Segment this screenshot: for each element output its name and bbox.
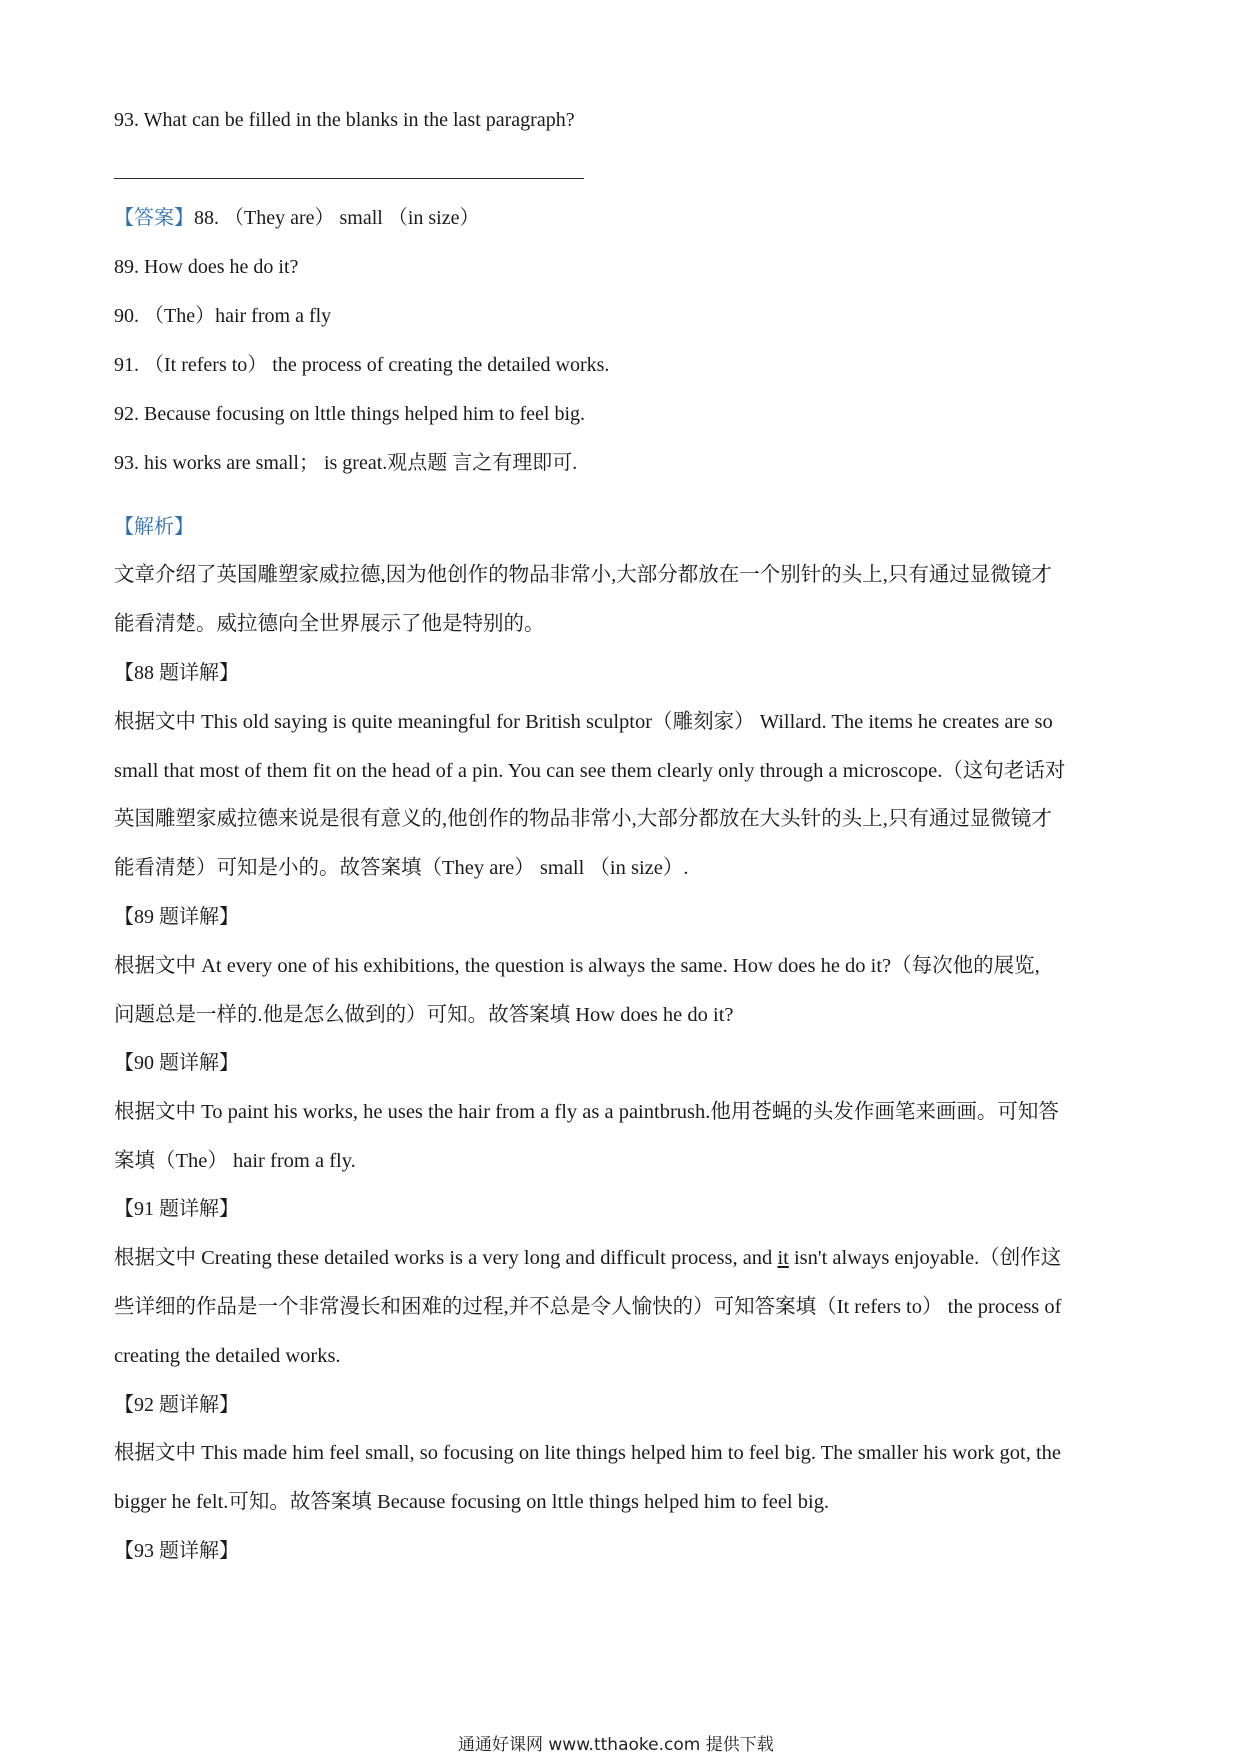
- answer-label: 【答案】: [114, 207, 194, 229]
- answer-93: 93. his works are small； is great.观点题 言之有理即可.: [114, 452, 578, 474]
- q88-line-1: 根据文中 This old saying is quite meaningful for British sculptor（雕刻家） Willard. The items he creates are so: [114, 711, 1053, 733]
- q88-line-3: 英国雕塑家威拉德来说是很有意义的,他创作的物品非常小,大部分都放在大头针的头上,只有通过显微镜才: [114, 808, 1052, 830]
- analysis-label: 【解析】: [114, 516, 194, 538]
- q89-line-2: 问题总是一样的.他是怎么做到的）可知。故答案填 How does he do it?: [114, 1004, 734, 1026]
- q91-line-3: creating the detailed works.: [114, 1345, 341, 1367]
- summary-line-1: 文章介绍了英国雕塑家威拉德,因为他创作的物品非常小,大部分都放在一个别针的头上,只有通过显微镜才: [114, 564, 1052, 586]
- q92-line-2: bigger he felt.可知。故答案填 Because focusing on lttle things helped him to feel big.: [114, 1491, 830, 1513]
- q90-line-1: 根据文中 To paint his works, he uses the hair from a fly as a paintbrush.他用苍蝇的头发作画笔来画画。可知答: [114, 1101, 1059, 1123]
- answer-89: 89. How does he do it?: [114, 256, 299, 278]
- q92-heading: 【92 题详解】: [114, 1394, 239, 1416]
- q89-heading: 【89 题详解】: [114, 906, 239, 928]
- q91-heading: 【91 题详解】: [114, 1198, 239, 1220]
- q90-line-2: 案填（The） hair from a fly.: [114, 1150, 356, 1172]
- answer-88: 88. （They are） small （in size）: [194, 207, 480, 229]
- q88-heading: 【88 题详解】: [114, 662, 239, 684]
- q88-line-2: small that most of them fit on the head of a pin. You can see them clearly only through a microscope.（这句老话对: [114, 760, 1066, 782]
- q91-line-2: 些详细的作品是一个非常漫长和困难的过程,并不总是令人愉快的）可知答案填（It refers to） the process of: [114, 1296, 1062, 1318]
- answer-92: 92. Because focusing on lttle things helped him to feel big.: [114, 403, 586, 425]
- q93-heading: 【93 题详解】: [114, 1540, 239, 1562]
- footer-watermark: 通通好课网 www.tthaoke.com 提供下载: [458, 1735, 774, 1755]
- q91-line-1: [114, 1245, 1061, 1271]
- q91-line-1-start: 根据文中 Creating these detailed works is a very long and difficult process, and: [114, 1247, 778, 1269]
- q88-line-4: 能看清楚）可知是小的。故答案填（They are） small （in size）.: [114, 857, 689, 879]
- q91-underlined-word: it: [777, 1247, 789, 1269]
- q89-line-1: 根据文中 At every one of his exhibitions, the question is always the same. How does he do it?（每次他的展览,: [114, 955, 1040, 977]
- summary-line-2: 能看清楚。威拉德向全世界展示了他是特别的。: [114, 613, 545, 635]
- answer-91: 91. （It refers to） the process of creating the detailed works.: [114, 354, 610, 376]
- q92-line-1: 根据文中 This made him feel small, so focusing on lite things helped him to feel big. The smaller his work got, the: [114, 1442, 1062, 1464]
- answer-90: 90. （The）hair from a fly: [114, 305, 332, 327]
- answer-88-row: [114, 205, 480, 231]
- question-93: 93. What can be filled in the blanks in the last paragraph?: [114, 109, 575, 131]
- answer-blank-line: [114, 178, 584, 179]
- q91-line-1-end: isn't always enjoyable.（创作这: [788, 1247, 1062, 1269]
- q90-heading: 【90 题详解】: [114, 1052, 239, 1074]
